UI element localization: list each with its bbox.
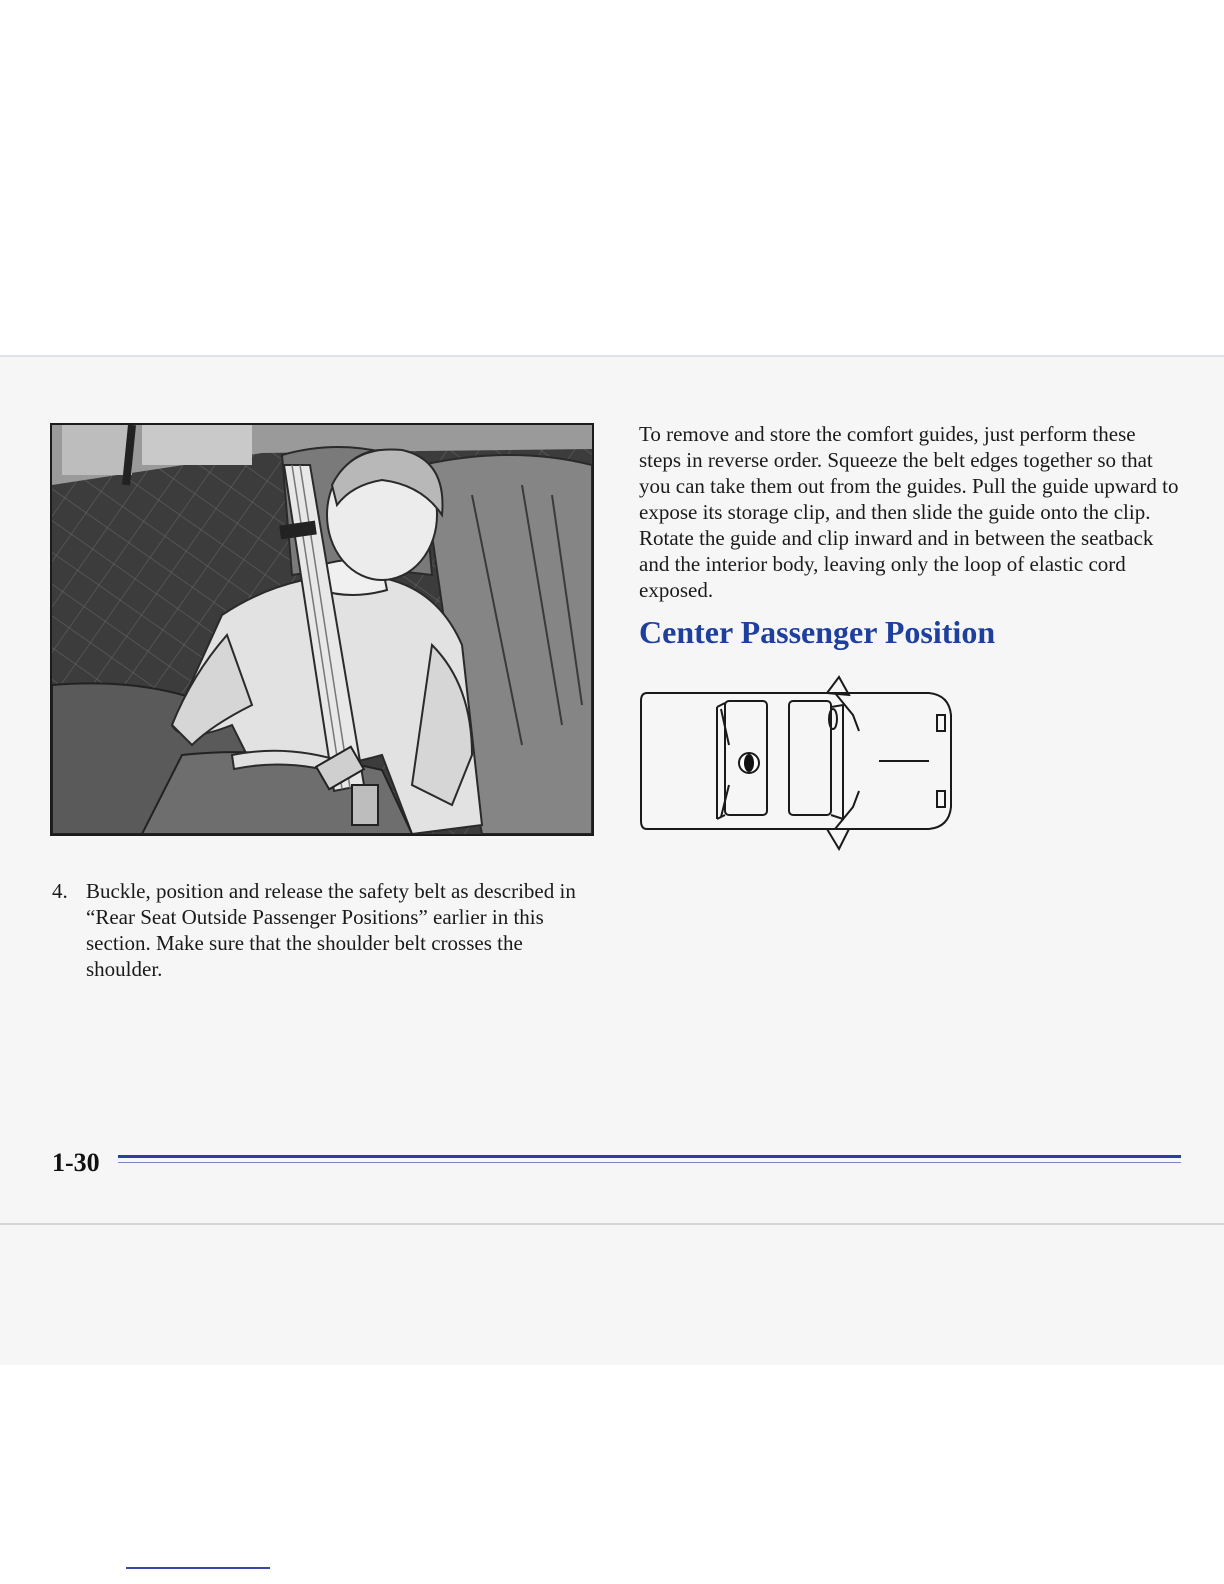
footer-rule: [118, 1155, 1181, 1167]
step-text: Buckle, position and release the safety belt as described in “Rear Seat Outside Passenger Positions” earlier in this section. Make sure that the shoulder belt crosses the shoulder.: [86, 879, 576, 981]
page-number: 1-30: [52, 1148, 100, 1177]
page-band: [0, 355, 1224, 1365]
band-bottom-line: [0, 1223, 1224, 1225]
comfort-guide-paragraph: To remove and store the comfort guides, just perform these steps in reverse order. Squeeze the belt edges together so that you can take them out from the guides. Pull the guide upward to expose its storage clip, and then slide the guide onto the clip. Rotate the guide and clip inward and in between the seatback and the interior body, leaving only the loop of elastic cord exposed.: [639, 422, 1179, 602]
child-seatbelt-drawing: [52, 425, 592, 834]
vehicle-seating-diagram: [639, 675, 964, 851]
vehicle-top-view: [639, 675, 964, 851]
section-heading: Center Passenger Position: [639, 614, 996, 650]
child-seatbelt-illustration: [50, 423, 594, 836]
stray-rule: [126, 1567, 270, 1569]
step-number: 4.: [52, 879, 68, 903]
band-top-line: [0, 355, 1224, 357]
